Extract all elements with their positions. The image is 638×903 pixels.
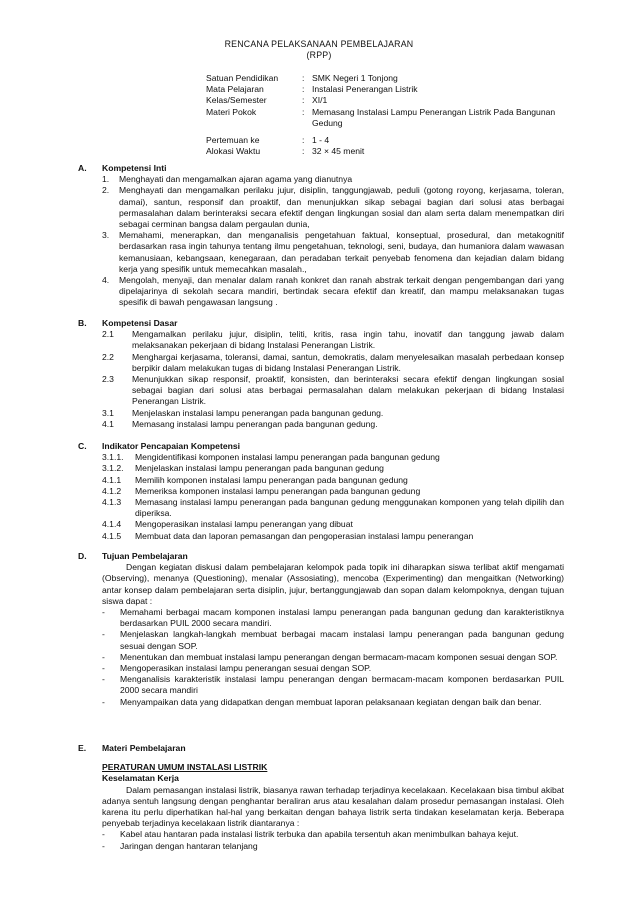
item-number: 2.2: [102, 351, 114, 362]
list-item: [102, 629, 564, 651]
list-item: [78, 329, 564, 351]
item-number: 3.1: [102, 407, 114, 418]
item-number: 4.1.3: [102, 497, 122, 508]
item-text: Mengamalkan perilaku jujur, disiplin, teliti, kritis, rasa ingin tahu, inovatif dan tanggung jawab dalam melaksanakan pekerjaan di bidang Instalasi Penerangan Listrik.: [132, 329, 564, 351]
section-title: Indikator Pencapaian Kompetensi: [102, 441, 241, 451]
kd-list: [78, 329, 564, 430]
intro-paragraph: Dengan kegiatan diskusi dalam pembelajaran kelompok pada topik ini diharapkan siswa terlibat aktif mengamati (Observing), menanya (Questioning), menalar (Assosiating), mencoba (Experimenting) dan mengaitkan (Networking) antar konsep dalam pembelajaran serta disiplin, jujur, bertanggungjawab dan sopan dalam kelompoknya, dengan tujuan siswa dapat :: [102, 562, 564, 606]
materi-subtitle: PERATURAN UMUM INSTALASI LISTRIK: [102, 762, 268, 773]
item-number: 2.: [102, 185, 110, 196]
info-row: [206, 73, 566, 84]
list-item: [78, 275, 564, 309]
item-text: Menjelaskan instalasi lampu penerangan pada bangunan gedung.: [132, 407, 384, 418]
list-item: [78, 519, 564, 530]
materi-paragraph: Dalam pemasangan instalasi listrik, biasanya rawan terhadap terjadinya kecelakaan. Kecelakaan bisa timbul akibat adanya sentuh langsung dengan penghantar beraliran arus atau kesalahan dalam prosedur pemasangan instalasi. Oleh karena itu perlu diperhatikan hal-hal yang berkaitan dengan bahaya listrik serta tindakan keselamatan kerja. Beberapa penyebab terjadinya kecelakaan listrik diantaranya :: [102, 784, 564, 829]
list-item: [78, 230, 564, 275]
info-separator: :: [302, 95, 305, 106]
section-letter: B.: [78, 318, 87, 328]
section-heading: [78, 743, 564, 754]
item-number: 4.1: [102, 418, 114, 429]
item-number: 4.1.4: [102, 519, 122, 530]
section-body: [78, 562, 564, 708]
info-separator: :: [302, 73, 305, 83]
item-text: Memilih komponen instalasi lampu penerangan pada bangunan gedung: [135, 474, 408, 485]
list-item: [78, 374, 564, 408]
info-row: [206, 135, 566, 146]
item-text: Menentukan dan membuat instalasi lampu penerangan dengan bermacam-macam komponen sesuai dengan SOP.: [120, 651, 558, 662]
section-letter: C.: [78, 441, 87, 451]
section-tujuan: [78, 551, 564, 708]
info-separator: :: [302, 146, 305, 157]
info-separator: :: [302, 135, 305, 146]
list-item: [102, 841, 564, 852]
info-label: Alokasi Waktu: [206, 146, 261, 157]
section-title: Materi Pembelajaran: [102, 743, 186, 753]
info-row: [206, 146, 566, 157]
item-text: Mengoperasikan instalasi lampu penerangan yang dibuat: [135, 519, 353, 530]
info-label: Satuan Pendidikan: [206, 73, 279, 83]
item-dash: -: [102, 840, 105, 851]
info-value: 32 × 45 menit: [312, 146, 365, 157]
item-number: 4.1.2: [102, 485, 122, 496]
section-title: Kompetensi Dasar: [102, 318, 178, 328]
info-row: [206, 107, 566, 129]
list-item: [78, 475, 564, 486]
item-text: Jaringan dengan hantaran telanjang: [120, 840, 258, 851]
item-text: Menjelaskan langkah-langkah membuat berbagai macam instalasi lampu penerangan pada bangunan gedung sesuai dengan SOP.: [120, 629, 564, 651]
section-title: Kompetensi Inti: [102, 163, 167, 173]
info-label: Mata Pelajaran: [206, 84, 264, 95]
list-item: [78, 408, 564, 419]
section-title: Tujuan Pembelajaran: [102, 551, 188, 561]
list-item: [78, 531, 564, 542]
item-text: Mengidentifikasi komponen instalasi lampu penerangan pada bangunan gedung: [135, 452, 440, 463]
section-letter: A.: [78, 163, 87, 173]
info-value: XI/1: [312, 95, 328, 106]
item-text: Kabel atau hantaran pada instalasi listrik terbuka dan apabila tersentuh akan menimbulkan bahaya kejut.: [120, 829, 519, 840]
item-text: Menjelaskan instalasi lampu penerangan pada bangunan gedung: [135, 463, 384, 474]
list-item: [102, 829, 564, 840]
item-dash: -: [102, 651, 105, 662]
item-dash: -: [102, 629, 105, 640]
item-text: Menganalisis karakteristik instalasi lampu penerangan dengan bermacam-macam komponen berdasarkan PUIL 2000 secara mandiri: [120, 674, 564, 696]
info-value: Instalasi Penerangan Listrik: [312, 84, 418, 95]
list-item: [78, 486, 564, 497]
section-letter: E.: [78, 743, 87, 753]
section-heading: [78, 318, 564, 329]
item-text: Menyampaikan data yang didapatkan dengan membuat laporan pelaksanaan kegiatan dengan baik dan benar.: [120, 696, 542, 707]
document-title: RENCANA PELAKSANAAN PEMBELAJARAN: [224, 39, 414, 49]
item-number: 4.: [102, 275, 110, 286]
item-number: 3.1.1.: [102, 452, 124, 463]
info-value: Memasang Instalasi Lampu Penerangan Listrik Pada Bangunan Gedung: [312, 106, 556, 128]
info-label: Pertemuan ke: [206, 135, 260, 146]
identity-table: [206, 73, 566, 157]
info-row: [206, 84, 566, 95]
item-text: Mengolah, menyaji, dan menalar dalam ranah konkret dan ranah abstrak terkait dengan pengembangan dari yang dipelajarinya di sekolah secara mandiri, bertindak secara efektif dan kreatif, dan mampu melaksanakan tugas spesifik di bawah pengawasan langsung .: [119, 275, 564, 308]
item-number: 3.: [102, 230, 110, 241]
materi-subheading: Keselamatan Kerja: [102, 773, 179, 784]
item-dash: -: [102, 607, 105, 618]
list-item: [78, 185, 564, 230]
item-text: Memahami, menerapkan, dan menganalisis pengetahuan faktual, konseptual, prosedural, dan metakognitif berdasarkan rasa ingin tahunya tentang ilmu pengetahuan, teknologi, seni, budaya, dan humaniora dalam wawasan kemanusiaan, kebangsaan, kenegaraan, dan peradaban terkait penyebab fenomena dan kejadian dalam bidang kerja yang spesifik untuk memecahkan masalah.,: [119, 230, 564, 274]
item-number: 1.: [102, 174, 110, 185]
item-dash: -: [102, 663, 105, 674]
item-dash: -: [102, 696, 105, 707]
item-number: 4.1.1: [102, 474, 122, 485]
item-text: Menghargai kerjasama, toleransi, damai, santun, demokratis, dalam menyelesaikan masalah perbedaan konsep berpikir dalam melakukan tugas di bidang Instalasi Penerangan Listrik.: [132, 351, 564, 373]
list-item: [78, 352, 564, 374]
item-dash: -: [102, 674, 105, 685]
item-number: 4.1.5: [102, 530, 122, 541]
item-text: Memahami berbagai macam komponen instalasi lampu penerangan pada bangunan gedung dan karakteristiknya berdasarkan PUIL 2000 secara mandiri.: [120, 607, 564, 629]
list-item: [78, 419, 564, 430]
item-text: Mengoperasikan instalasi lampu penerangan sesuai dengan SOP.: [120, 663, 372, 674]
info-label: Kelas/Semester: [206, 95, 267, 106]
section-kompetensi-inti: [78, 163, 564, 309]
section-heading: [78, 441, 564, 452]
item-number: 3.1.2.: [102, 463, 124, 474]
section-heading: [78, 163, 564, 174]
item-dash: -: [102, 829, 105, 840]
item-number: 2.3: [102, 374, 114, 385]
section-materi: [78, 743, 564, 852]
list-item: [78, 463, 564, 474]
list-item: [102, 652, 564, 663]
section-indikator: [78, 441, 564, 542]
item-text: Menunjukkan sikap responsif, proaktif, konsisten, dan berinteraksi secara efektif dengan lingkungan sosial sebagai bagian dari solusi atas berbagai permasalahan dalam melakukan pekerjaan di bidang Instalasi Penerangan Listrik.: [132, 374, 564, 407]
section-heading: [78, 551, 564, 562]
document-subtitle: (RPP): [306, 50, 332, 60]
item-text: Memeriksa komponen instalasi lampu penerangan pada bangunan gedung: [135, 485, 421, 496]
item-number: 2.1: [102, 329, 114, 340]
list-item: [102, 663, 564, 674]
list-item: [102, 607, 564, 629]
section-letter: D.: [78, 551, 87, 561]
ki-list: [78, 174, 564, 308]
info-separator: :: [302, 84, 305, 95]
list-item: [102, 674, 564, 696]
item-text: Menghayati dan mengamalkan ajaran agama yang dianutnya: [119, 174, 353, 185]
item-text: Memasang instalasi lampu penerangan pada bangunan gedung menggunakan komponen yang telah dipilih dan diperiksa.: [135, 497, 564, 519]
list-item: [102, 697, 564, 708]
item-text: Menghayati dan mengamalkan perilaku jujur, disiplin, tanggungjawab, peduli (gotong royong, kerjasama, toleran, damai), santun, responsif dan proaktif, dan menunjukkan sikap sebagai bagian dari solusi atas berbagai permasalahan dalam berinteraksi secara efektif dengan lingkungan sosial dan alam serta dalam menempatkan diri sebagai cerminan bangsa dalam pergaulan dunia,: [119, 185, 564, 230]
list-item: [78, 497, 564, 519]
list-item: [78, 452, 564, 463]
info-value: 1 - 4: [312, 135, 330, 146]
indikator-list: [78, 452, 564, 542]
info-value: SMK Negeri 1 Tonjong: [312, 73, 398, 83]
item-text: Memasang instalasi lampu penerangan pada bangunan gedung.: [132, 418, 378, 429]
item-text: Membuat data dan laporan pemasangan dan pengoperasian instalasi lampu penerangan: [135, 530, 474, 541]
info-label: Materi Pokok: [206, 106, 257, 117]
list-item: [78, 174, 564, 185]
info-row: [206, 95, 566, 106]
section-kompetensi-dasar: [78, 318, 564, 430]
section-body: [78, 754, 564, 852]
info-separator: :: [302, 106, 305, 117]
